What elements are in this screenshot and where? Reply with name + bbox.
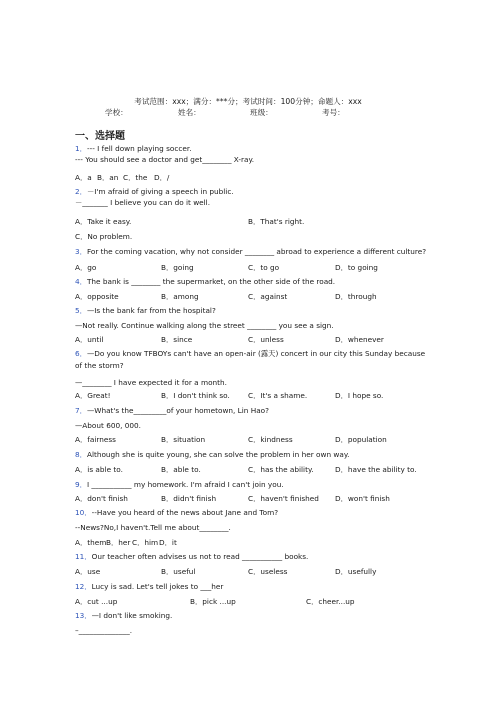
- question-number: 6．: [75, 349, 87, 358]
- question-6: [75, 348, 435, 388]
- option-b: B．her: [106, 538, 131, 547]
- question-10: [75, 507, 435, 533]
- question-line: —About 600, 000.: [75, 421, 142, 430]
- question-number: 13．: [75, 611, 92, 620]
- school-field-label: 学校：: [105, 108, 128, 117]
- option-a: A．go: [75, 263, 97, 272]
- question-number: 12．: [75, 582, 92, 591]
- option-d: D．through: [335, 292, 377, 301]
- question-line: I ___________ my homework. I'm afraid I can't join you.: [86, 480, 284, 489]
- option-c: C．No problem.: [75, 232, 133, 241]
- option-a: A．Take it easy.: [75, 217, 132, 226]
- option-b: B．pick ...up: [190, 597, 236, 606]
- question-line: —Is the bank far from the hospital?: [86, 306, 216, 315]
- question-9: [75, 479, 435, 490]
- option-a: A．until: [75, 335, 104, 344]
- question-number: 9．: [75, 480, 87, 489]
- question-13: [75, 610, 435, 636]
- option-b: B．able to.: [161, 465, 201, 474]
- question-line: The bank is ________ the supermarket, on the other side of the road.: [86, 277, 336, 286]
- question-line: —Do you know TFBOYs can't have an open-air (露天) concert in our city this Sunday because: [86, 349, 426, 358]
- question-number: 8．: [75, 450, 87, 459]
- question-8: [75, 449, 435, 460]
- option-b: B．That's right.: [248, 217, 305, 226]
- question-line: —I don't like smoking.: [91, 611, 173, 620]
- option-d: D．I hope so.: [335, 391, 384, 400]
- question-number: 2．: [75, 187, 87, 196]
- option-c: C．haven't finished: [248, 494, 319, 503]
- question-4: [75, 276, 435, 287]
- option-d: D．to going: [335, 263, 378, 272]
- class-field-label: 班级：: [250, 108, 273, 117]
- option-d: D．whenever: [335, 335, 384, 344]
- question-2: [75, 186, 435, 208]
- exam-info-line: 考试范围：xxx；满分：***分；考试时间：100分钟；命题人：xxx: [134, 97, 362, 106]
- question-12: [75, 581, 435, 592]
- option-a: A．them: [75, 538, 107, 547]
- question-number: 11．: [75, 552, 92, 561]
- question-number: 5．: [75, 306, 87, 315]
- option-d: D．usefully: [335, 567, 377, 576]
- question-number: 3．: [75, 247, 87, 256]
- option-a: A．use: [75, 567, 101, 576]
- question-line: —Not really. Continue walking along the street ________ you see a sign.: [75, 321, 334, 330]
- question-number: 4．: [75, 277, 87, 286]
- option-c: C．It's a shame.: [248, 391, 308, 400]
- option-c: C．against: [248, 292, 288, 301]
- option-b: B．among: [161, 292, 199, 301]
- question-line: --Have you heard of the news about Jane and Tom?: [91, 508, 279, 517]
- question-number: 1．: [75, 144, 87, 153]
- option-d: D．it: [159, 538, 177, 547]
- question-11: [75, 551, 435, 562]
- option-d: D．have the ability to.: [335, 465, 417, 474]
- option-b: B．useful: [161, 567, 196, 576]
- question-line: －_______ I believe you can do it well.: [75, 198, 211, 207]
- question-line: －I'm afraid of giving a speech in public.: [86, 187, 234, 196]
- option-b: B．didn't finish: [161, 494, 217, 503]
- option-a: A．cut ...up: [75, 597, 118, 606]
- question-line: --- I fell down playing soccer.: [86, 144, 192, 153]
- option-b: B．an: [97, 173, 119, 182]
- section-title: 一、选择题: [75, 131, 125, 142]
- option-a: A．opposite: [75, 292, 119, 301]
- question-line: —________ I have expected it for a month.: [75, 378, 227, 387]
- question-7: [75, 405, 435, 431]
- option-d: D．population: [335, 435, 387, 444]
- option-a: A．a: [75, 173, 92, 182]
- option-c: C．to go: [248, 263, 280, 272]
- question-line: Lucy is sad. Let's tell jokes to ___her: [91, 582, 224, 591]
- question-line: For the coming vacation, why not consider ________ abroad to experience a different culture?: [86, 247, 427, 256]
- option-c: C．useless: [248, 567, 288, 576]
- question-3: [75, 246, 435, 257]
- question-number: 10．: [75, 508, 92, 517]
- exam-number-field-label: 考号：: [322, 108, 345, 117]
- question-line: --News?No,I haven't.Tell me about________.: [75, 523, 231, 532]
- name-field-label: 姓名：: [178, 108, 201, 117]
- option-a: A．Great!: [75, 391, 111, 400]
- option-a: A．don't finish: [75, 494, 128, 503]
- option-c: C．the: [123, 173, 148, 182]
- question-line: --- You should see a doctor and get________ X-ray.: [75, 155, 255, 164]
- option-c: C．him: [132, 538, 159, 547]
- question-line: —What's the_________of your hometown, Lin Hao?: [86, 406, 270, 415]
- option-d: D．won't finish: [335, 494, 390, 503]
- option-c: C．cheer...up: [306, 597, 355, 606]
- question-line: Although she is quite young, she can solve the problem in her own way.: [86, 450, 350, 459]
- option-b: B．I don't think so.: [161, 391, 230, 400]
- option-b: B．situation: [161, 435, 206, 444]
- option-b: B．going: [161, 263, 194, 272]
- question-number: 7．: [75, 406, 87, 415]
- option-c: C．kindness: [248, 435, 293, 444]
- question-5: [75, 305, 435, 331]
- option-c: C．unless: [248, 335, 284, 344]
- question-line: Our teacher often advises us not to read ___________ books.: [91, 552, 309, 561]
- question-line: of the storm?: [75, 361, 124, 370]
- option-a: A．is able to.: [75, 465, 123, 474]
- option-a: A．fairness: [75, 435, 116, 444]
- option-d: D．/: [154, 173, 170, 182]
- option-b: B．since: [161, 335, 193, 344]
- option-c: C．has the ability.: [248, 465, 314, 474]
- question-line: –______________.: [75, 626, 133, 635]
- question-1: [75, 143, 435, 165]
